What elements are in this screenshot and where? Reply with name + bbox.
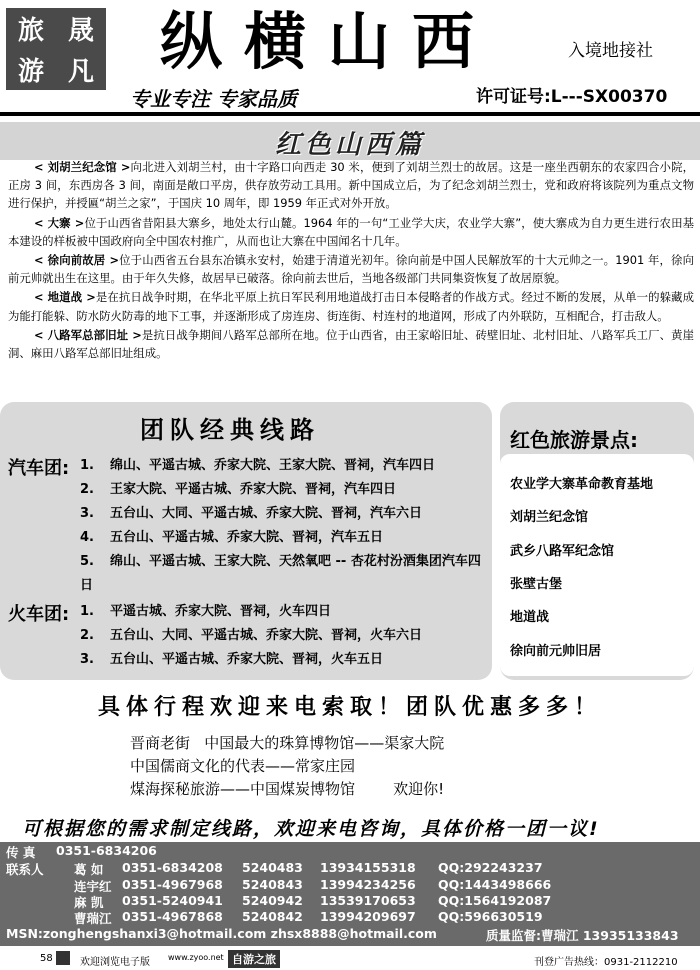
paragraph — [8, 288, 694, 324]
logo — [6, 8, 106, 90]
sight-item: 刘胡兰纪念馆 — [510, 510, 589, 525]
train-group-label: 火车团: — [8, 604, 70, 625]
route-text: 五台山、平遥古城、乔家大院、晋祠，汽车五日 — [110, 530, 384, 545]
fax-number: 0351-6834206 — [56, 843, 157, 858]
magazine-mark-icon — [56, 951, 70, 965]
contact-mobile: 13994234256 — [320, 877, 416, 892]
logo-char: 游 — [17, 57, 44, 87]
header-divider — [0, 112, 700, 116]
contact-name: 连宇红 — [74, 879, 112, 894]
paragraph — [8, 214, 694, 250]
consult-text: 可根据您的需求制定线路，欢迎来电咨询，具体价格一团一议! — [22, 818, 600, 840]
route-number: 1. — [80, 604, 94, 619]
route-item — [80, 648, 383, 672]
agency-type: 入境地接社 — [568, 41, 653, 61]
contact-qq: QQ:596630519 — [438, 909, 543, 924]
article-body — [8, 158, 694, 363]
route-item — [80, 600, 331, 624]
contact-qq: QQ:1564192087 — [438, 893, 552, 908]
contact-fax: 5240842 — [242, 909, 303, 924]
logo-char: 旅 — [17, 16, 44, 46]
contact-fax: 5240942 — [242, 893, 303, 908]
route-text: 平遥古城、乔家大院、晋祠，火车四日 — [110, 604, 332, 619]
bus-group-label: 汽车团: — [8, 458, 70, 479]
paragraph-text: 位于山西省昔阳县大寨乡，地处太行山麓。1964 年的一句“工业学大庆，农业学大寨”，使大寨成为自力更生进行农田基本建设的样板被中国政府向全中国农村推广，从而也让大寨在中国闻名十几年。 — [8, 215, 694, 248]
sight-item: 张壁古堡 — [510, 577, 563, 592]
route-number: 5. — [80, 554, 94, 569]
route-text: 五台山、大同、平遥古城、乔家大院、晋祠，火车六日 — [110, 628, 423, 643]
route-number: 1. — [80, 458, 94, 473]
header — [0, 0, 700, 120]
contact-phone: 0351-6834208 — [122, 860, 223, 875]
footer-brand: 自游之旅 — [228, 950, 280, 968]
route-text: 五台山、大同、平遥古城、乔家大院、晋祠，汽车六日 — [110, 506, 423, 521]
route-number: 4. — [80, 530, 94, 545]
contact-fax: 5240483 — [242, 860, 303, 875]
paragraph-text: 位于山西省五台县东冶镇永安村，始建于清道光初年。徐向前是中国人民解放军的十大元帅之一。1901 年，徐向前元帅就出生在这里。由于年久失修，故居早已破落。徐向前去世后，当地各级部门共同集资恢复了故居原貌。 — [8, 253, 694, 286]
sight-item: 地道战 — [510, 610, 550, 625]
route-text: 绵山、平遥古城、乔家大院、王家大院、晋祠，汽车四日 — [110, 458, 436, 473]
contact-phone: 0351-4967968 — [122, 877, 223, 892]
paragraph-text: 向北进入刘胡兰村，由十字路口向西走 30 米，便到了刘胡兰烈士的故居。这是一座坐西朝东的农家四合小院，正房 3 间，东西房各 3 间，南面是敞口平房，供存放劳动工具用。新中国成立后，为了纪念刘胡兰烈士，党和政府将该院列为重点文物进行保护，并授匾“胡兰之家”，于国庆 10 周年，即 1959 年正式对外开放。 — [8, 160, 694, 211]
contact-qq: QQ:292243237 — [438, 860, 543, 875]
contact-fax: 5240843 — [242, 877, 303, 892]
route-item — [80, 526, 383, 550]
route-item — [80, 550, 486, 598]
msn-contact: MSN:zonghengshanxi3@hotmail.com zhsx8888@hotmail.com — [6, 926, 437, 941]
sights-title: 红色旅游景点: — [510, 428, 638, 452]
section-title: 红色山西篇 — [274, 130, 425, 160]
paragraph — [8, 251, 694, 287]
ad-hotline: 刊登广告热线：0931-2112210 — [534, 957, 678, 968]
route-item — [80, 624, 422, 648]
paragraph-term: < 大寨 > — [34, 215, 85, 230]
logo-char: 凡 — [67, 57, 94, 87]
route-item — [80, 454, 435, 478]
page-number: 58 — [40, 953, 53, 964]
footer-url: www.zyoo.net — [168, 953, 224, 962]
routes-title: 团队经典线路 — [140, 416, 320, 444]
route-number: 2. — [80, 482, 94, 497]
paragraph-term: < 徐向前故居 > — [34, 253, 119, 268]
people-label: 联系人 — [6, 862, 44, 877]
sight-item: 徐向前元帅旧居 — [510, 644, 602, 659]
route-text: 王家大院、平遥古城、乔家大院、晋祠，汽车四日 — [110, 482, 397, 497]
paragraph — [8, 326, 694, 362]
logo-char: 晟 — [67, 16, 94, 46]
contact-name: 曹瑞江 — [74, 911, 112, 926]
footer — [0, 948, 700, 970]
highlight-line: 中国儒商文化的代表——常家庄园 — [130, 757, 356, 775]
contact-name: 麻 凯 — [74, 895, 104, 910]
paragraph-term: < 刘胡兰纪念馆 > — [34, 160, 131, 174]
license-number: 许可证号:L---SX00370 — [476, 87, 668, 107]
contact-qq: QQ:1443498666 — [438, 877, 552, 892]
contact-mobile: 13934155318 — [320, 860, 416, 875]
highlight-line: 煤海探秘旅游——中国煤炭博物馆 欢迎你! — [130, 780, 445, 798]
sight-item: 农业学大寨革命教育基地 — [510, 477, 654, 492]
promo-headline: 具体行程欢迎来电索取！团队优惠多多！ — [97, 695, 602, 720]
highlight-line: 晋商老街 中国最大的珠算博物馆——渠家大院 — [130, 734, 445, 752]
contact-name: 葛 如 — [74, 862, 104, 877]
slogan: 专业专注 专家品质 — [130, 87, 297, 111]
contact-phone: 0351-4967868 — [122, 909, 223, 924]
contact-mobile: 13994209697 — [320, 909, 416, 924]
paragraph-term: < 八路军总部旧址 > — [34, 327, 142, 342]
paragraph-term: < 地道战 > — [34, 290, 96, 305]
contact-phone: 0351-5240941 — [122, 893, 223, 908]
paragraph-text: 是抗日战争期间八路军总部所在地。位于山西省，由王家峪旧址、砖壁旧址、北村旧址、八路军兵工厂、黄崖洞、麻田八路军总部旧址组成。 — [8, 327, 694, 361]
route-text: 绵山、平遥古城、王家大院、天然氧吧 -- 杏花村汾酒集团汽车四日 — [80, 554, 481, 593]
paragraph — [8, 158, 694, 213]
paragraph-text: 是在抗日战争时期，在华北平原上抗日军民利用地道战打击日本侵略者的作战方式。经过不断的发展，从单一的躲藏成为能打能躲、防水防火防毒的地下工事，并逐渐形成了房连房、街连街、村连村的地道网，形成了内外联防，互相配合，打击敌人。 — [8, 290, 694, 323]
route-text: 五台山、平遥古城、乔家大院、晋祠，火车五日 — [110, 652, 384, 667]
sight-item: 武乡八路军纪念馆 — [510, 544, 615, 559]
route-number: 3. — [80, 652, 94, 667]
route-number: 2. — [80, 628, 94, 643]
contact-mobile: 13539170653 — [320, 893, 416, 908]
route-item — [80, 478, 396, 502]
quality-supervision: 质量监督:曹瑞江 13935133843 — [486, 928, 679, 943]
fax-label: 传 真 — [6, 845, 36, 860]
route-number: 3. — [80, 506, 94, 521]
footer-text: 欢迎浏览电子版 — [80, 957, 150, 968]
route-item — [80, 502, 422, 526]
page-title: 纵横山西 — [160, 5, 497, 78]
